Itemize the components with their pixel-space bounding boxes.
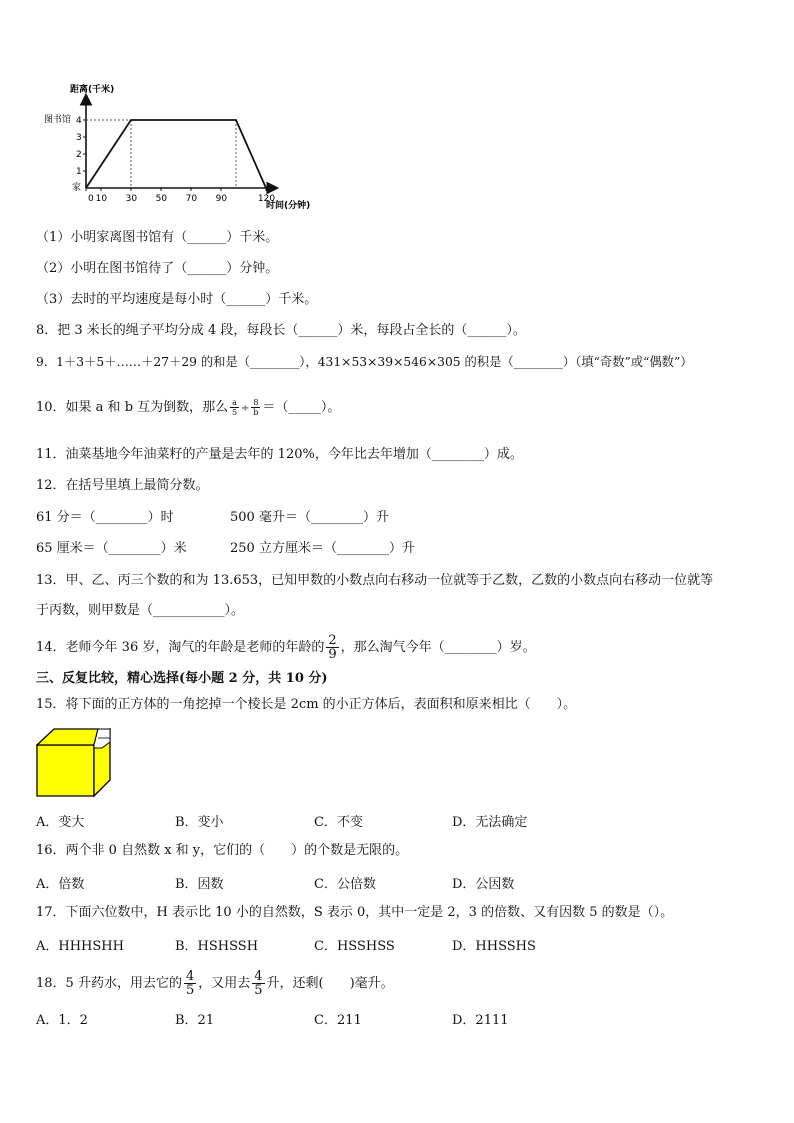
x-tick-label: 30 <box>125 194 138 204</box>
y-tick-label: 1 <box>76 167 82 177</box>
q17: 17．下面六位数中，H 表示比 10 小的自然数，S 表示 0，其中一定是 2，3 的倍数、又有因数 5 的数是（）。 <box>36 905 674 920</box>
q16-option-b[interactable]: B．因数 <box>175 877 224 892</box>
q18-f2-num: 4 <box>254 969 263 984</box>
q7-1: （1）小明家离图书馆有（______）千米。 <box>36 230 279 245</box>
q7-3: （3）去时的平均速度是每小时（______）千米。 <box>36 292 318 307</box>
q15-option-c[interactable]: C．不变 <box>314 815 363 830</box>
q14 <box>36 634 536 661</box>
cube-front-face <box>37 745 94 796</box>
q16: 16．两个非 0 自然数 x 和 y，它们的（ ）的个数是无限的。 <box>36 843 409 858</box>
distance-time-graph <box>40 78 330 216</box>
y-tick-label: 3 <box>76 133 82 143</box>
y-axis-label: 距离(千米) <box>70 85 115 95</box>
q15: 15．将下面的正方体的一角挖掉一个棱长是 2cm 的小正方体后，表面积和原来相比（ ）。 <box>36 697 577 712</box>
q10-f1-num: a <box>232 398 237 407</box>
q18-suffix: 升，还剩( )毫升。 <box>266 976 394 991</box>
q10-operator: ÷ <box>240 403 250 414</box>
q17-option-c[interactable]: C．HSSHSS <box>314 939 395 954</box>
q18-f2-den: 5 <box>254 983 263 998</box>
q17-option-a[interactable]: A．HHHSHH <box>36 939 124 954</box>
q16-option-c[interactable]: C．公倍数 <box>314 877 376 892</box>
q15-option-b[interactable]: B．变小 <box>175 815 224 830</box>
q10-prefix: 10．如果 a 和 b 互为倒数，那么 <box>36 400 229 415</box>
q10-fraction-2 <box>251 398 260 417</box>
q18-f1-num: 4 <box>185 969 195 984</box>
q12-d: 250 立方厘米＝（________）升 <box>230 541 415 556</box>
x-tick-label: 70 <box>185 194 198 204</box>
q18-middle: ，又用去 <box>198 976 251 991</box>
q18-fraction-1 <box>184 970 196 997</box>
cube-top-face <box>37 729 98 745</box>
q16-option-d[interactable]: D．公因数 <box>452 877 515 892</box>
x-tick-label: 120 <box>257 194 276 204</box>
y-label-library: 图书馆 <box>44 115 72 125</box>
q18-option-b[interactable]: B．21 <box>175 1013 215 1028</box>
q11: 11．油菜基地今年油菜籽的产量是去年的 120%，今年比去年增加（________）成。 <box>36 447 523 462</box>
x-tick-label: 10 <box>95 194 108 204</box>
y-tick-label: 2 <box>76 150 82 160</box>
q14-suffix: ，那么淘气今年（________）岁。 <box>340 640 536 655</box>
q10-f2-den: b <box>253 408 259 417</box>
q10-suffix: ＝（_____）。 <box>262 400 341 415</box>
x-tick-label: 50 <box>155 194 168 204</box>
q8: 8．把 3 米长的绳子平均分成 4 段，每段长（______）米，每段占全长的（______）。 <box>36 323 526 338</box>
q18-option-c[interactable]: C．211 <box>314 1013 362 1028</box>
q14-den: 9 <box>328 647 337 662</box>
q18-fraction-2 <box>252 970 264 997</box>
q17-option-b[interactable]: B．HSHSSH <box>175 939 259 954</box>
notched-cube-figure <box>36 728 112 798</box>
q14-num: 2 <box>328 633 337 648</box>
q10-f2-num: 8 <box>253 398 259 407</box>
q18-option-a[interactable]: A．1．2 <box>36 1013 88 1028</box>
q12-b: 500 毫升＝（________）升 <box>230 510 389 525</box>
q18-prefix: 18．5 升药水，用去它的 <box>36 976 182 991</box>
q10-f1-den: 5 <box>232 408 238 417</box>
q13-line2: 于丙数，则甲数是（___________）。 <box>36 603 245 618</box>
x-tick-label: 0 <box>88 194 94 204</box>
y-label-home: 家 <box>72 183 82 193</box>
q12-a: 61 分＝（________）时 <box>36 510 174 525</box>
q9: 9．1＋3＋5＋……＋27＋29 的和是（________），431×53×39×546×305 的积是（________）（填“奇数”或“偶数”） <box>36 355 693 369</box>
q18-f1-den: 5 <box>185 983 195 998</box>
q14-prefix: 14．老师今年 36 岁，淘气的年龄是老师的年龄的 <box>36 640 325 655</box>
q15-option-d[interactable]: D．无法确定 <box>452 815 528 830</box>
q14-fraction <box>326 634 338 661</box>
q10 <box>36 398 340 418</box>
q18 <box>36 970 394 997</box>
q12-c: 65 厘米＝（________）米 <box>36 541 187 556</box>
x-tick-label: 90 <box>215 194 228 204</box>
q7-2: （2）小明在图书馆待了（______）分钟。 <box>36 261 279 276</box>
section-3-heading: 三、反复比较，精心选择(每小题 2 分，共 10 分) <box>36 671 328 686</box>
y-tick-label: 4 <box>76 116 82 126</box>
x-axis-label: 时间(分钟) <box>266 201 311 211</box>
series-line <box>86 120 266 188</box>
q17-option-d[interactable]: D．HHSSHS <box>452 939 536 954</box>
q12: 12．在括号里填上最简分数。 <box>36 478 209 493</box>
q16-option-a[interactable]: A．倍数 <box>36 877 85 892</box>
q10-fraction-1 <box>230 398 239 417</box>
q13-line1: 13．甲、乙、丙三个数的和为 13.653，已知甲数的小数点向右移动一位就等于乙数，乙数的小数点向右移动一位就等 <box>36 573 714 588</box>
q15-option-a[interactable]: A．变大 <box>36 815 85 830</box>
q18-option-d[interactable]: D．2111 <box>452 1013 509 1028</box>
